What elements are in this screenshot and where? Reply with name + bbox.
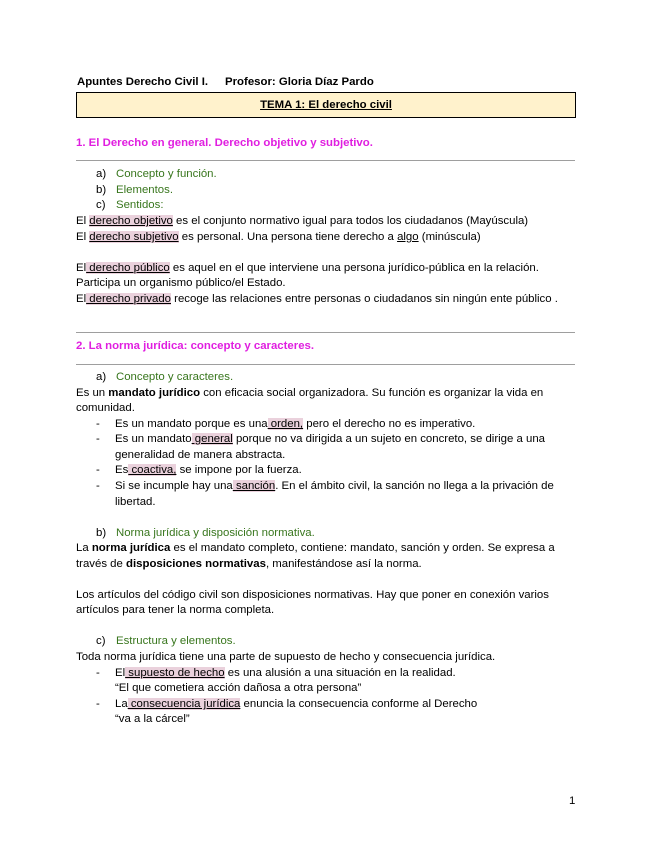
subitem-marker: c) [96, 635, 106, 647]
highlighted-term: sanción [232, 480, 276, 492]
text: Si se incumple hay una [115, 480, 233, 492]
bullet-dash: - [96, 418, 100, 430]
bullet-dash: - [96, 698, 100, 710]
text: (minúscula) [418, 231, 481, 243]
bullet-item [115, 698, 477, 710]
text: recoge las relaciones entre personas o ciudadanos sin ningún ente público . [171, 293, 558, 305]
document-header [77, 76, 374, 88]
text: con eficacia social organizadora. Su función es organizar la vida en [200, 387, 544, 399]
subitem-marker: a) [96, 168, 107, 180]
subitem-b [96, 184, 173, 196]
section-divider [76, 160, 575, 161]
bullet-dash: - [96, 433, 100, 445]
subitem-b [96, 527, 315, 539]
page-number: 1 [569, 795, 576, 807]
subitem-label: Sentidos: [116, 199, 164, 211]
text: El [76, 231, 90, 243]
subitem-a [96, 371, 233, 383]
subitem-c [96, 635, 236, 647]
highlighted-term: derecho privado [86, 293, 171, 305]
text: La [76, 542, 92, 554]
bullet-item [115, 418, 475, 430]
text: porque no va dirigida a un sujeto en concreto, se dirige a una [232, 433, 545, 445]
highlighted-term: coactiva, [128, 464, 177, 476]
paragraph-line: Toda norma jurídica tiene una parte de supuesto de hecho y consecuencia jurídica. [76, 651, 496, 663]
subitem-label: Norma jurídica y disposición normativa. [116, 527, 315, 539]
bullet-item [115, 667, 456, 679]
bold-term: mandato jurídico [108, 387, 201, 399]
bullet-continuation: “va a la cárcel” [115, 713, 190, 725]
subitem-label: Estructura y elementos. [116, 635, 236, 647]
section-1-heading: 1. El Derecho en general. Derecho objetivo y subjetivo. [76, 137, 373, 149]
text: Es un [76, 387, 109, 399]
text: se impone por la fuerza. [176, 464, 302, 476]
highlighted-term: consecuencia jurídica [127, 698, 241, 710]
paragraph-line [76, 387, 543, 399]
text: El [76, 215, 90, 227]
text: es aquel en el que interviene una persona jurídico-pública en la relación. [169, 262, 539, 274]
text: El [115, 667, 126, 679]
text: La [115, 698, 128, 710]
section-2-heading: 2. La norma jurídica: concepto y caracteres. [76, 340, 315, 352]
text: es personal. Una persona tiene derecho a [178, 231, 398, 243]
text: pero el derecho no es imperativo. [303, 418, 476, 430]
bullet-item [115, 433, 545, 445]
bold-term: norma jurídica [91, 542, 171, 554]
text: El [76, 262, 87, 274]
paragraph-line: Participa un organismo público/el Estado. [76, 277, 286, 289]
underlined-word: algo [397, 231, 419, 243]
paragraph-line [76, 293, 558, 305]
subitem-label: Concepto y caracteres. [116, 371, 234, 383]
subitem-label: Elementos. [116, 184, 173, 196]
text: Es un mandato [115, 433, 192, 445]
paragraph-line [76, 215, 528, 227]
paragraph-line [76, 231, 481, 243]
bullet-dash: - [96, 667, 100, 679]
text: Es un mandato porque es una [115, 418, 268, 430]
paragraph-line: Los artículos del código civil son disposiciones normativas. Hay que poner en conexión varios [76, 589, 549, 601]
text: es el conjunto normativo igual para todos los ciudadanos (Mayúscula) [172, 215, 529, 227]
paragraph-line: comunidad. [76, 402, 135, 414]
course-title: Apuntes Derecho Civil I. [77, 76, 209, 88]
paragraph-line [76, 558, 422, 570]
subitem-marker: a) [96, 371, 107, 383]
bullet-dash: - [96, 480, 100, 492]
text: enuncia la consecuencia conforme al Derecho [240, 698, 478, 710]
subitem-c [96, 199, 164, 211]
section-divider [76, 364, 575, 365]
text: , manifestándose así la norma. [265, 558, 422, 570]
subitem-marker: b) [96, 527, 107, 539]
text: través de [76, 558, 127, 570]
subitem-marker: c) [96, 199, 106, 211]
text: es una alusión a una situación en la realidad. [224, 667, 456, 679]
topic-title: TEMA 1: El derecho civil [76, 92, 576, 118]
bullet-dash: - [96, 464, 100, 476]
highlighted-term: general [191, 433, 233, 445]
text: El [76, 293, 87, 305]
text: es el mandato completo, contiene: mandato, sanción y orden. Se expresa a [170, 542, 555, 554]
highlighted-term: supuesto de hecho [125, 667, 225, 679]
paragraph-line [76, 542, 555, 554]
highlighted-term: orden, [267, 418, 304, 430]
highlighted-term: derecho objetivo [89, 215, 173, 227]
bullet-continuation: libertad. [115, 496, 156, 508]
paragraph-line [76, 262, 539, 274]
paragraph-line: artículos para tener la norma completa. [76, 604, 275, 616]
bullet-continuation: generalidad de manera abstracta. [115, 449, 286, 461]
bullet-item [115, 464, 302, 476]
professor-name: Profesor: Gloria Díaz Pardo [225, 76, 374, 88]
highlighted-term: derecho subjetivo [89, 231, 179, 243]
bullet-continuation: “El que cometiera acción dañosa a otra persona” [115, 682, 362, 694]
highlighted-term: derecho público [86, 262, 170, 274]
text: . En el ámbito civil, la sanción no llega a la privación de [275, 480, 554, 492]
text: Es [115, 464, 129, 476]
section-divider [76, 332, 575, 333]
subitem-label: Concepto y función. [116, 168, 217, 180]
subitem-a [96, 168, 217, 180]
bold-term: disposiciones normativas [126, 558, 266, 570]
bullet-item [115, 480, 554, 492]
subitem-marker: b) [96, 184, 107, 196]
